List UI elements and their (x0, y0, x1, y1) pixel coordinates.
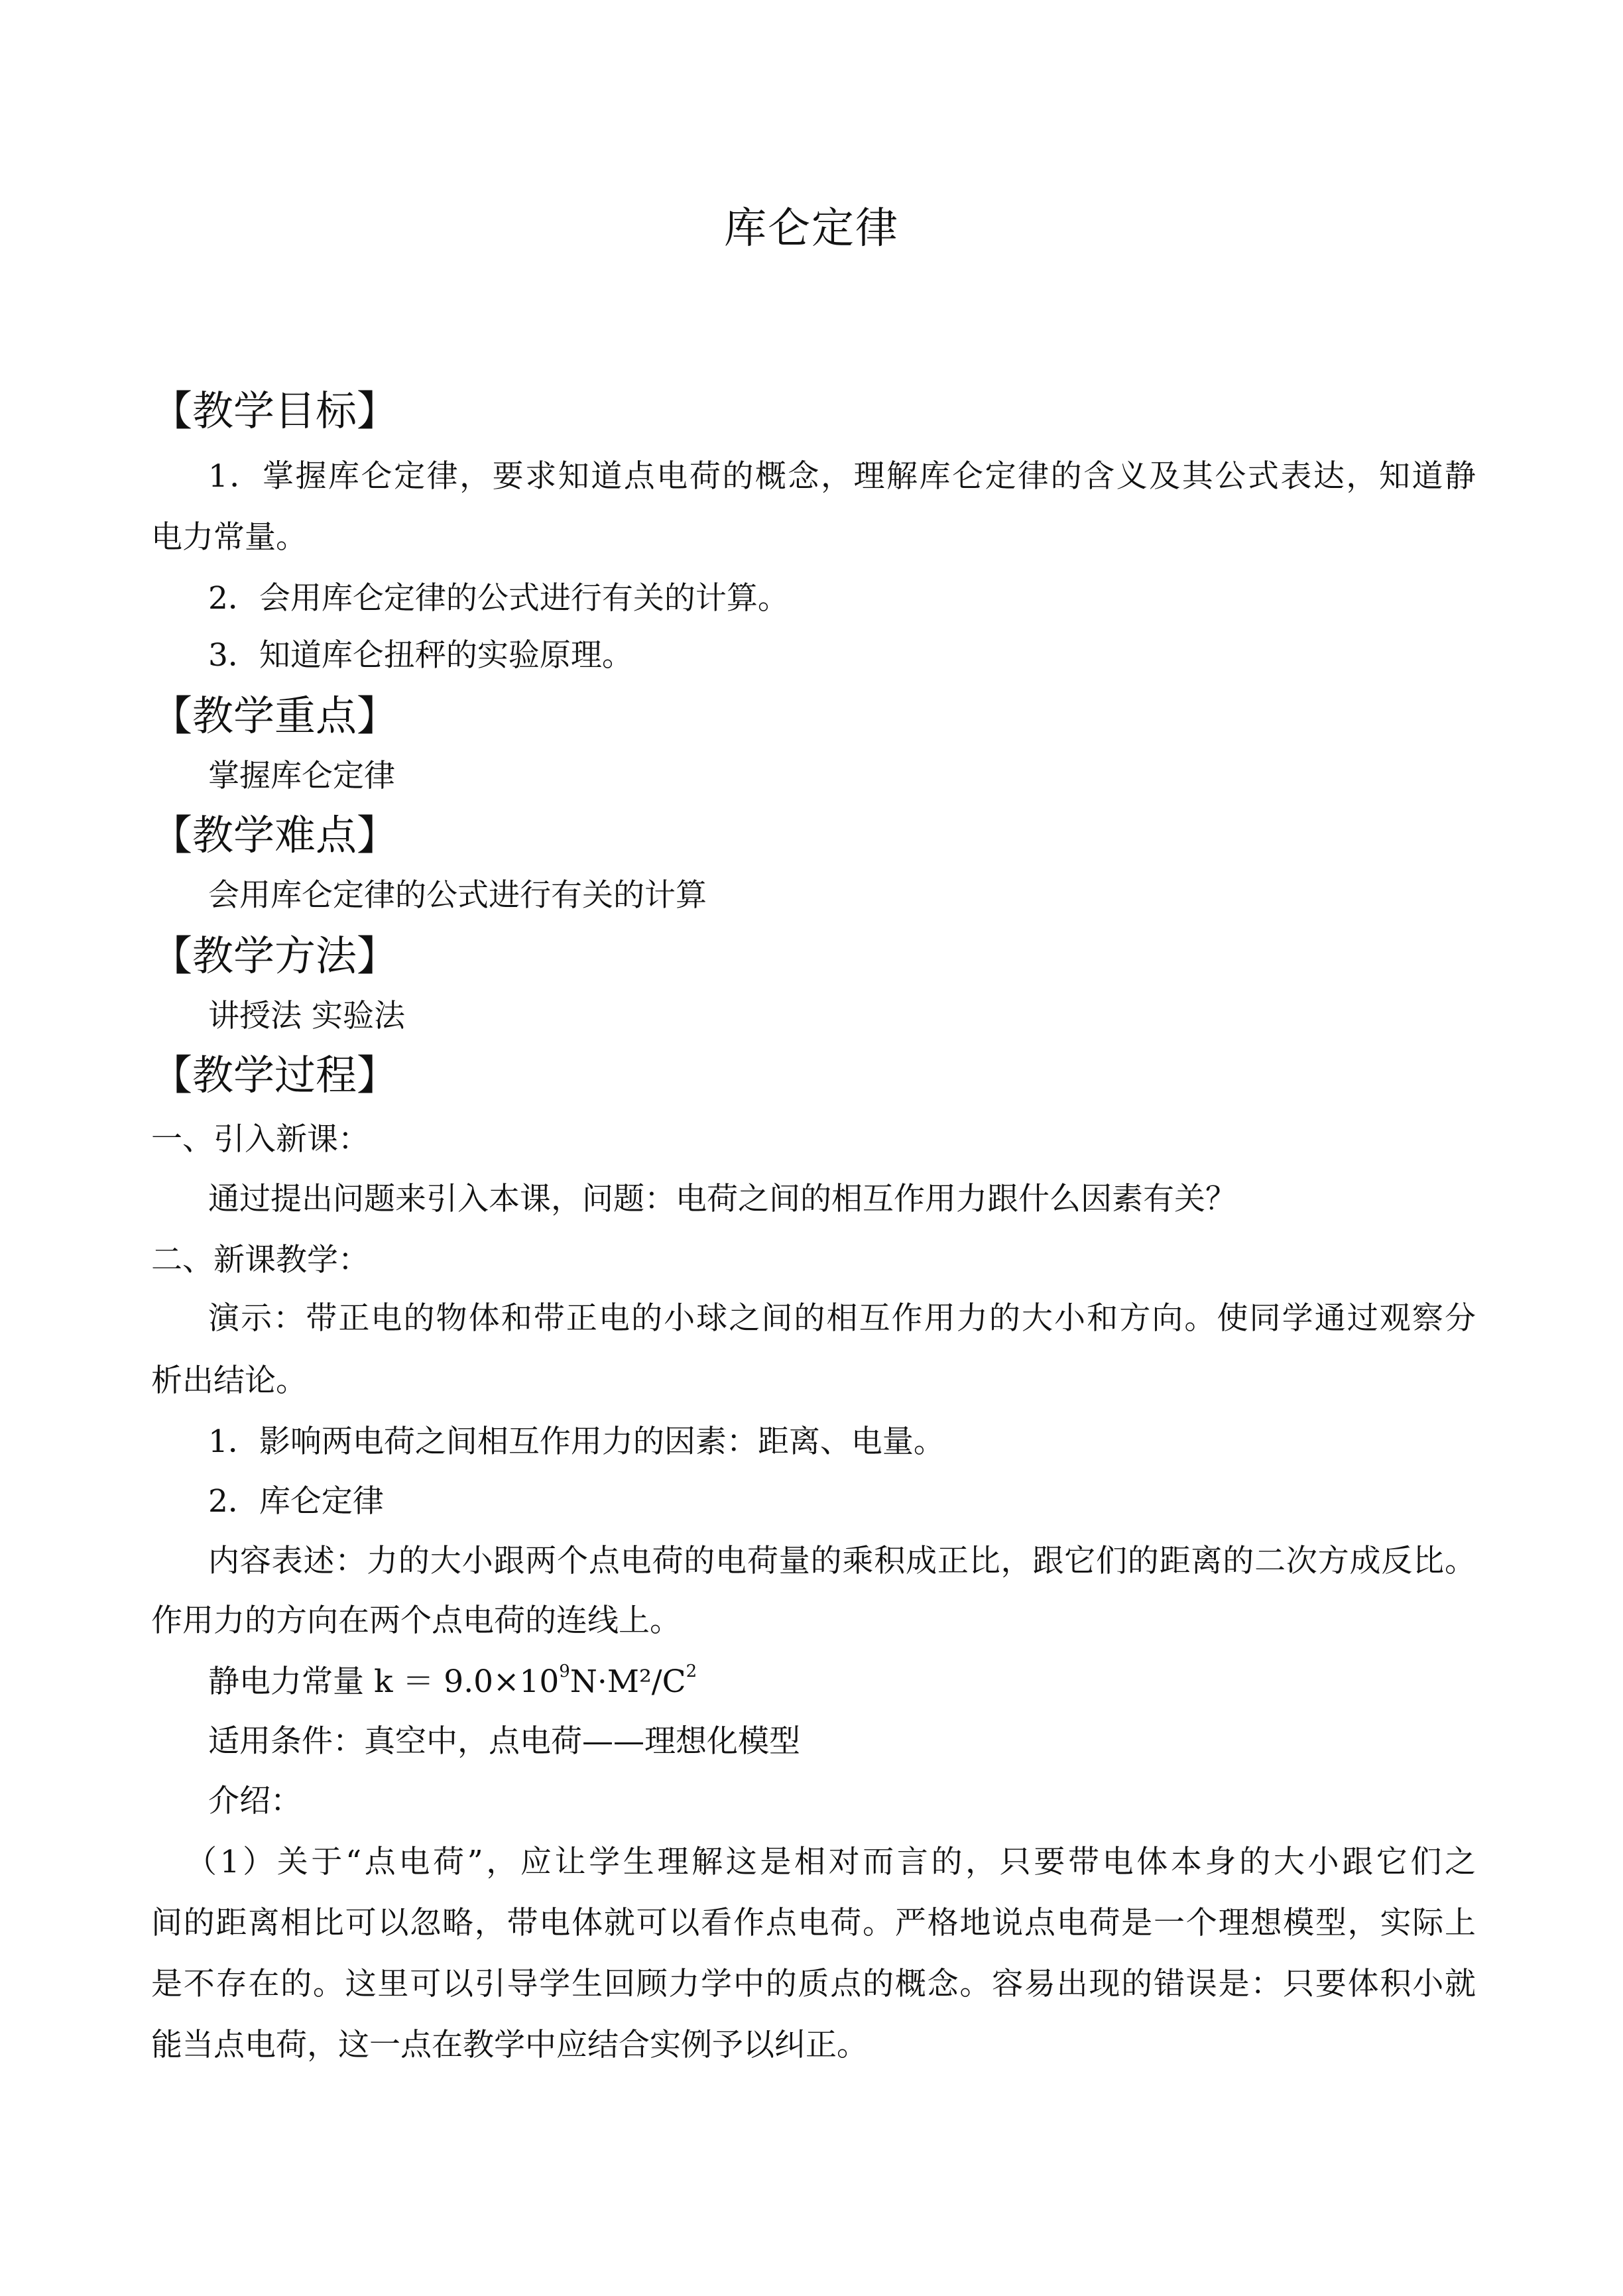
intro-label: 介绍： (208, 1783, 302, 1819)
constant-exponent: 9 (559, 1662, 570, 1682)
heading-objectives: 【教学目标】 (151, 387, 398, 435)
difficulties-text: 会用库仑定律的公式进行有关的计算 (208, 877, 707, 914)
objective-2: 2．会用库仑定律的公式进行有关的计算。 (208, 580, 789, 617)
electrostatic-constant (208, 1660, 697, 1704)
demo-line-2: 析出结论。 (151, 1362, 307, 1399)
law-content-line-1: 内容表述：力的大小跟两个点电荷的电荷量的乘积成正比，跟它们的距离的二次方成反比。 (208, 1543, 1476, 1579)
heading-key-points: 【教学重点】 (151, 692, 398, 740)
key-points-text: 掌握库仑定律 (208, 758, 395, 794)
point-1: 1．影响两电荷之间相互作用力的因素：距离、电量。 (208, 1423, 945, 1460)
part-1-title: 一、引入新课： (151, 1121, 369, 1158)
note-1-line-1: （1）关于“点电荷”，应让学生理解这是相对而言的，只要带电体本身的大小跟它们之 (186, 1844, 1476, 1880)
applicable-conditions: 适用条件：真空中，点电荷——理想化模型 (208, 1723, 800, 1760)
law-content-line-2: 作用力的方向在两个点电荷的连线上。 (151, 1602, 681, 1639)
objective-3: 3．知道库仑扭秤的实验原理。 (208, 637, 633, 674)
demo-line-1: 演示：带正电的物体和带正电的小球之间的相互作用力的大小和方向。使同学通过观察分 (208, 1300, 1476, 1337)
note-1-line-3: 是不存在的。这里可以引导学生回顾力学中的质点的概念。容易出现的错误是：只要体积小就 (151, 1966, 1476, 2002)
heading-difficulties: 【教学难点】 (151, 811, 398, 859)
page-title: 库仑定律 (724, 204, 899, 253)
point-2: 2．库仑定律 (208, 1483, 384, 1520)
heading-process: 【教学过程】 (151, 1051, 398, 1099)
constant-unit-exponent: 2 (686, 1662, 697, 1682)
constant-label: 静电力常量 k ＝ 9.0×10 (208, 1663, 560, 1700)
objective-1-line-2: 电力常量。 (151, 519, 307, 556)
constant-unit: N·M²/C (570, 1663, 686, 1700)
heading-methods: 【教学方法】 (151, 932, 398, 980)
objective-1-line-1: 1．掌握库仑定律，要求知道点电荷的概念，理解库仑定律的含义及其公式表达，知道静 (208, 458, 1476, 495)
note-1-line-2: 间的距离相比可以忽略，带电体就可以看作点电荷。严格地说点电荷是一个理想模型，实际上 (151, 1905, 1476, 1941)
methods-text: 讲授法 实验法 (208, 998, 405, 1034)
part-2-title: 二、新课教学： (151, 1242, 369, 1278)
part-1-text: 通过提出问题来引入本课，问题：电荷之间的相互作用力跟什么因素有关？ (208, 1181, 1236, 1217)
note-1-line-4: 能当点电荷，这一点在教学中应结合实例予以纠正。 (151, 2027, 868, 2063)
